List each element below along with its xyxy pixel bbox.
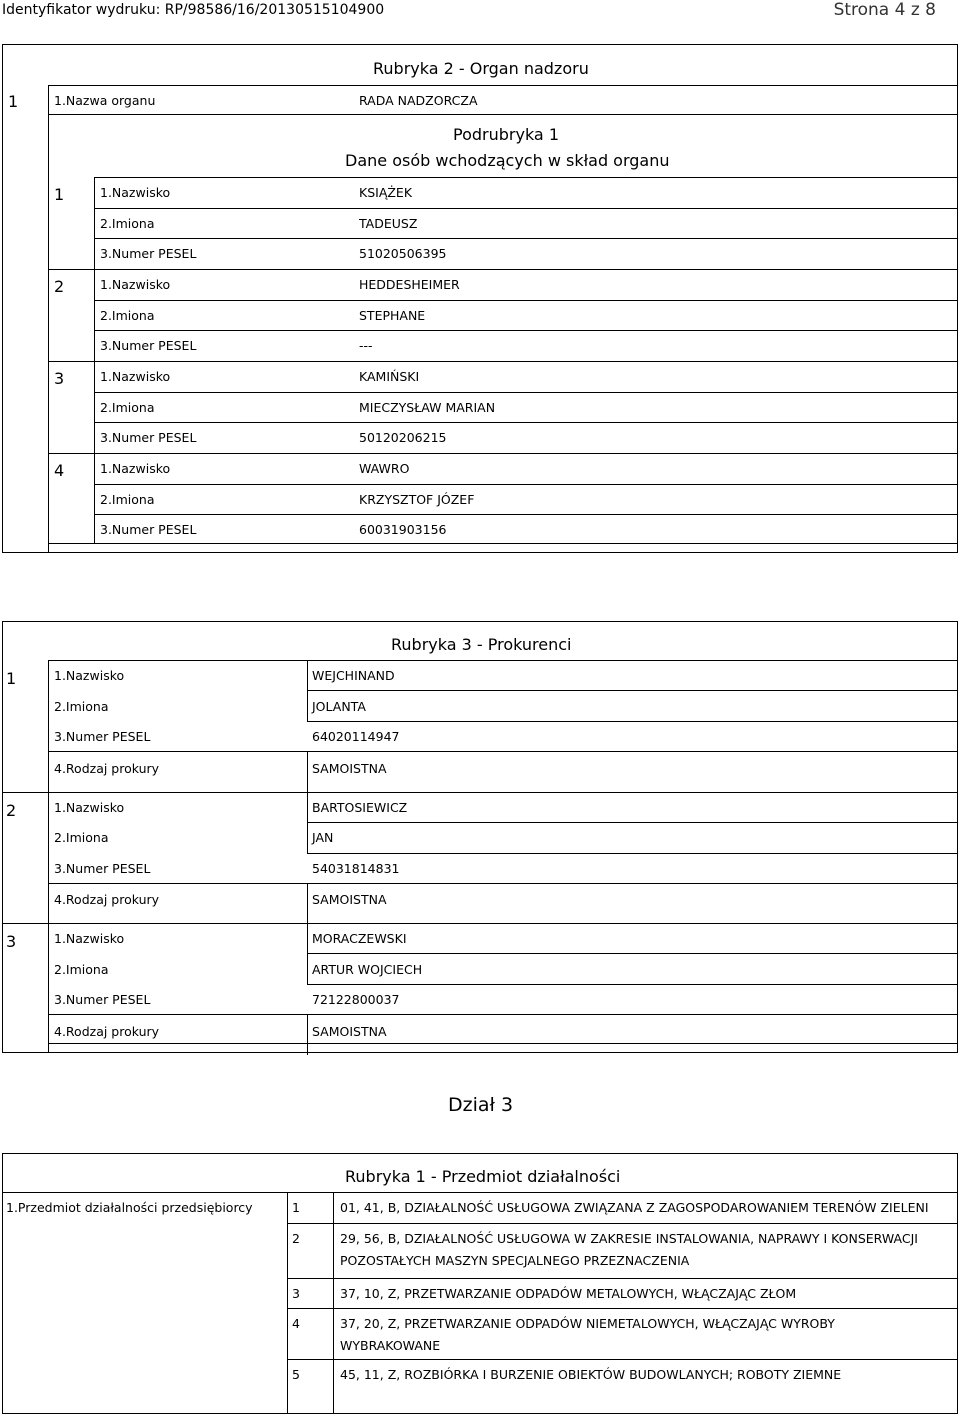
field-label: 4.Rodzaj prokury	[54, 760, 160, 776]
field-value: JAN	[312, 830, 334, 845]
column-separator	[307, 923, 308, 953]
person-number: 1	[6, 669, 17, 688]
person-number: 2	[54, 277, 65, 296]
column-separator	[307, 660, 308, 690]
field-label: 3.Numer PESEL	[100, 430, 197, 446]
row-separator	[94, 484, 957, 485]
column-separator	[307, 953, 308, 984]
section-title: Dział 3	[448, 1094, 514, 1116]
field-value: HEDDESHEIMER	[359, 277, 460, 292]
field-label: 4.Rodzaj prokury	[54, 1023, 160, 1039]
person-separator	[2, 923, 957, 924]
field-label: 1.Nazwisko	[54, 799, 125, 815]
field-value: MIECZYSŁAW MARIAN	[359, 399, 496, 415]
row-separator	[307, 822, 957, 823]
field-value: ARTUR WOJCIECH	[312, 961, 423, 977]
activity-number: 3	[292, 1286, 300, 1301]
row-separator	[94, 392, 957, 393]
field-label: 2.Imiona	[100, 491, 155, 507]
field-value: SAMOISTNA	[312, 760, 387, 776]
row-separator	[287, 1223, 958, 1224]
activity-number: 4	[292, 1316, 300, 1331]
field-label: 1.Nazwisko	[100, 461, 171, 477]
rubryka-1-title: Rubryka 1 - Przedmiot działalności	[345, 1167, 621, 1186]
rubryka-2-title: Rubryka 2 - Organ nadzoru	[373, 59, 589, 78]
person-separator	[2, 792, 957, 793]
field-value: 51020506395	[359, 246, 447, 262]
field-label: 3.Numer PESEL	[100, 522, 197, 538]
field-value: WEJCHINAND	[312, 668, 395, 683]
row-separator	[287, 1278, 958, 1279]
field-label: 2.Imiona	[100, 215, 155, 231]
field-value: SAMOISTNA	[312, 1023, 387, 1039]
activity-text: 37, 20, Z, PRZETWARZANIE ODPADÓW NIEMETALOWYCH, WŁĄCZAJĄC WYROBY	[340, 1316, 835, 1331]
subsection-title: Podrubryka 1	[453, 125, 559, 144]
field-value: JOLANTA	[312, 698, 366, 714]
column-separator	[307, 792, 308, 822]
activity-number: 5	[292, 1367, 300, 1382]
activity-text-continued: WYBRAKOWANE	[340, 1338, 441, 1353]
row-separator	[94, 238, 957, 239]
rubryka-3-title: Rubryka 3 - Prokurenci	[391, 635, 572, 654]
activity-number: 2	[292, 1231, 300, 1246]
row-separator	[94, 208, 957, 209]
page-number: Strona 4 z 8	[833, 0, 936, 20]
rubryka-3-frame	[2, 621, 958, 1053]
field-label: 1.Nazwisko	[54, 931, 125, 946]
field-label: 1.Nazwisko	[100, 185, 171, 200]
field-label: 1.Nazwisko	[100, 277, 171, 292]
field-label: 3.Numer PESEL	[100, 246, 197, 262]
field-value: KAMIŃSKI	[359, 369, 420, 385]
activity-text: 01, 41, B, DZIAŁALNOŚĆ USŁUGOWA ZWIĄZANA Z ZAGOSPODAROWANIEM TERENÓW ZIELENI	[340, 1200, 929, 1215]
field-label: 3.Numer PESEL	[54, 729, 151, 744]
person-number: 3	[54, 369, 65, 389]
activity-number: 1	[292, 1200, 300, 1215]
field-label: 2.Imiona	[54, 698, 109, 714]
row-separator	[94, 330, 957, 331]
field-label: 3.Numer PESEL	[54, 860, 151, 876]
field-value: TADEUSZ	[359, 215, 418, 231]
subsection-caption: Dane osób wchodzących w skład organu	[345, 151, 670, 170]
row-separator	[94, 300, 957, 301]
row-separator	[307, 953, 957, 954]
field-label: 4.Rodzaj prokury	[54, 892, 160, 907]
field-label: 2.Imiona	[100, 399, 155, 415]
field-value: 50120206215	[359, 430, 447, 446]
activity-text: 45, 11, Z, ROZBIÓRKA I BURZENIE OBIEKTÓW BUDOWLANYCH; ROBOTY ZIEMNE	[340, 1367, 842, 1382]
activity-label: 1.Przedmiot działalności przedsiębiorcy	[6, 1200, 253, 1215]
row-separator	[287, 1359, 958, 1360]
organ-name-value: RADA NADZORCZA	[359, 93, 478, 108]
column-separator	[307, 751, 308, 792]
row-separator	[48, 751, 957, 752]
column-separator	[307, 883, 308, 924]
organ-name-label: 1.Nazwa organu	[54, 93, 156, 108]
activity-text: 29, 56, B, DZIAŁALNOŚĆ USŁUGOWA W ZAKRESIE INSTALOWANIA, NAPRAWY I KONSERWACJI	[340, 1231, 918, 1246]
field-value: 64020114947	[312, 729, 400, 744]
row-separator	[94, 514, 957, 515]
field-value: MORACZEWSKI	[312, 931, 407, 946]
field-label: 2.Imiona	[54, 830, 109, 845]
field-label: 2.Imiona	[54, 961, 109, 977]
field-value: ---	[359, 338, 373, 354]
person-number: 4	[54, 461, 65, 481]
person-number: 3	[6, 932, 17, 951]
row-number: 1	[8, 92, 19, 111]
row-separator	[307, 721, 957, 722]
column-separator	[307, 690, 308, 721]
row-separator	[307, 984, 957, 985]
field-value: WAWRO	[359, 461, 410, 477]
row-separator	[287, 1308, 958, 1309]
field-value: STEPHANE	[359, 307, 426, 323]
field-value: 72122800037	[312, 992, 400, 1007]
field-label: 3.Numer PESEL	[100, 338, 197, 354]
row-separator	[307, 690, 957, 691]
field-label: 2.Imiona	[100, 307, 155, 323]
row-separator	[94, 422, 957, 423]
person-number: 1	[54, 185, 65, 204]
field-value: SAMOISTNA	[312, 892, 387, 907]
person-separator	[48, 361, 957, 362]
activity-text: 37, 10, Z, PRZETWARZANIE ODPADÓW METALOWYCH, WŁĄCZAJĄC ZŁOM	[340, 1286, 797, 1301]
column-separator	[307, 822, 308, 853]
field-label: 1.Nazwisko	[54, 668, 125, 683]
field-value: KSIĄŻEK	[359, 185, 413, 200]
field-label: 1.Nazwisko	[100, 369, 171, 385]
person-separator	[48, 269, 957, 270]
field-value: KRZYSZTOF JÓZEF	[359, 491, 475, 507]
person-number: 2	[6, 800, 17, 820]
row-separator	[48, 883, 957, 884]
print-identifier: Identyfikator wydruku: RP/98586/16/20130515104900	[2, 2, 385, 18]
row-separator	[48, 1014, 957, 1015]
column-separator	[307, 1014, 308, 1055]
field-value: BARTOSIEWICZ	[312, 799, 408, 815]
field-value: 54031814831	[312, 860, 400, 876]
field-value: 60031903156	[359, 522, 447, 538]
field-label: 3.Numer PESEL	[54, 992, 151, 1007]
activity-text-continued: POZOSTAŁYCH MASZYN SPECJALNEGO PRZEZNACZENIA	[340, 1253, 690, 1268]
person-separator	[48, 453, 957, 454]
row-separator	[307, 853, 957, 854]
rubryka-2-frame	[2, 44, 958, 553]
